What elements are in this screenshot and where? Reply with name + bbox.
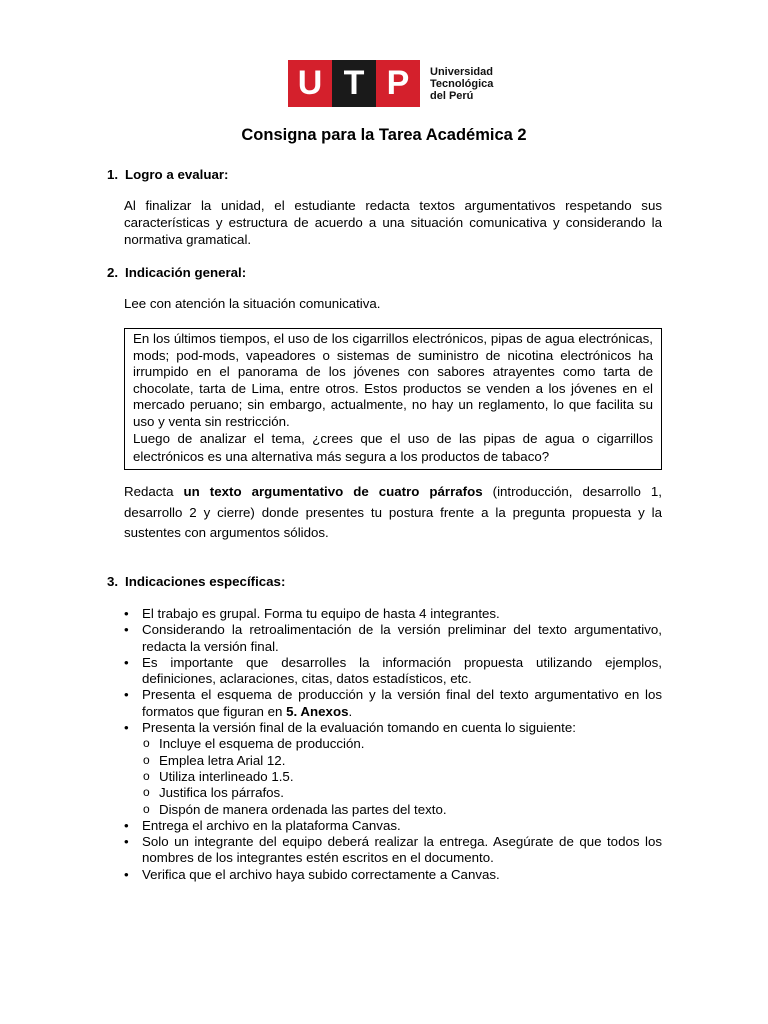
sublist-item: o Utiliza interlineado 1.5.: [142, 769, 662, 785]
section-3-heading: [107, 574, 285, 589]
section-1-title: Logro a evaluar:: [125, 167, 229, 182]
instruction-pre: Redacta: [124, 484, 184, 499]
item5-text: Presenta la versión final de la evaluación tomando en cuenta lo siguiente:: [142, 720, 576, 736]
logo-line-2: Tecnológica: [430, 77, 494, 90]
section-1-heading: [107, 167, 228, 182]
list-item: • Es importante que desarrolles la información propuesta utilizando ejemplos, definiciones, aclaraciones, citas, datos estadísticos, etc.: [120, 655, 662, 688]
logo-text: [430, 66, 493, 102]
instruction-post: (introducción, desarrollo 1, desarrollo 2 y cierre) donde presentes tu postura frente a la pregunta propuesta y la sustentes con argumentos sólidos.: [124, 484, 662, 540]
instruction-paragraph: [124, 482, 662, 544]
format-sublist: [142, 736, 662, 817]
utp-logo: [288, 60, 493, 107]
situation-box: [124, 328, 662, 470]
section-2-intro: Lee con atención la situación comunicativa.: [124, 296, 381, 311]
section-1-body: Al finalizar la unidad, el estudiante redacta textos argumentativos respetando sus características y estructura de acuerdo a una situación comunicativa y considerando la normativa gramatical.: [124, 198, 662, 247]
sublist-item: o Emplea letra Arial 12.: [142, 753, 662, 769]
list-item: • Considerando la retroalimentación de la versión preliminar del texto argumentativo, redacta la versión final.: [120, 622, 662, 655]
list-item: • Verifica que el archivo haya subido correctamente a Canvas.: [120, 867, 662, 883]
sublist-item: o Dispón de manera ordenada las partes del texto.: [142, 802, 662, 818]
list-item: • Entrega el archivo en la plataforma Canvas.: [120, 818, 662, 834]
logo-letter-u: U: [297, 64, 323, 102]
annex-reference: 5. Anexos: [286, 703, 349, 719]
logo-line-3: del Perú: [430, 89, 474, 102]
list-item: [120, 720, 662, 818]
list-item: [120, 687, 662, 720]
logo-letter-p: P: [386, 64, 410, 102]
section-1-number: 1.: [107, 167, 119, 182]
situation-question: Luego de analizar el tema, ¿crees que el uso de las pipas de agua o cigarrillos electrónicos es una alternativa más segura a los productos de tabaco?: [133, 431, 653, 464]
specific-instructions-list: [120, 606, 662, 883]
situation-paragraph-1: En los últimos tiempos, el uso de los cigarrillos electrónicos, pipas de agua electrónicas, mods; pod-mods, vapeadores o sistemas de suministro de nicotina electrónicos ha irrumpido en el panorama de los jóvenes con sabores atrayentes como tarta de chocolate, tarta de Lima, entre otros. Estos productos se venden a los jóvenes en el mercado peruano; sin embargo, actualmente, no hay un reglamento, lo que facilita su uso y venta sin restricción.: [133, 331, 653, 429]
item4-post: .: [348, 703, 353, 719]
logo-line-1: Universidad: [430, 65, 493, 78]
sublist-item: o Justifica los párrafos.: [142, 785, 662, 801]
list-item: • El trabajo es grupal. Forma tu equipo de hasta 4 integrantes.: [120, 606, 662, 622]
instruction-bold: un texto argumentativo de cuatro párrafos: [183, 484, 483, 499]
logo-letter-t: T: [332, 60, 376, 107]
logo-mark: [288, 60, 420, 107]
section-3-number: 3.: [107, 574, 119, 589]
list-item: • Solo un integrante del equipo deberá realizar la entrega. Asegúrate de que todos los nombres de los integrantes estén escritos en el documento.: [120, 834, 662, 867]
section-3-title: Indicaciones específicas:: [125, 574, 286, 589]
section-2-number: 2.: [107, 265, 119, 280]
section-2-heading: [107, 265, 246, 280]
item4-pre: Presenta el esquema de producción y la versión final del texto argumentativo en los formatos que figuran en: [142, 687, 662, 719]
section-2-title: Indicación general:: [125, 265, 247, 280]
sublist-item: o Incluye el esquema de producción.: [142, 736, 662, 752]
page-title: Consigna para la Tarea Académica 2: [241, 126, 527, 144]
